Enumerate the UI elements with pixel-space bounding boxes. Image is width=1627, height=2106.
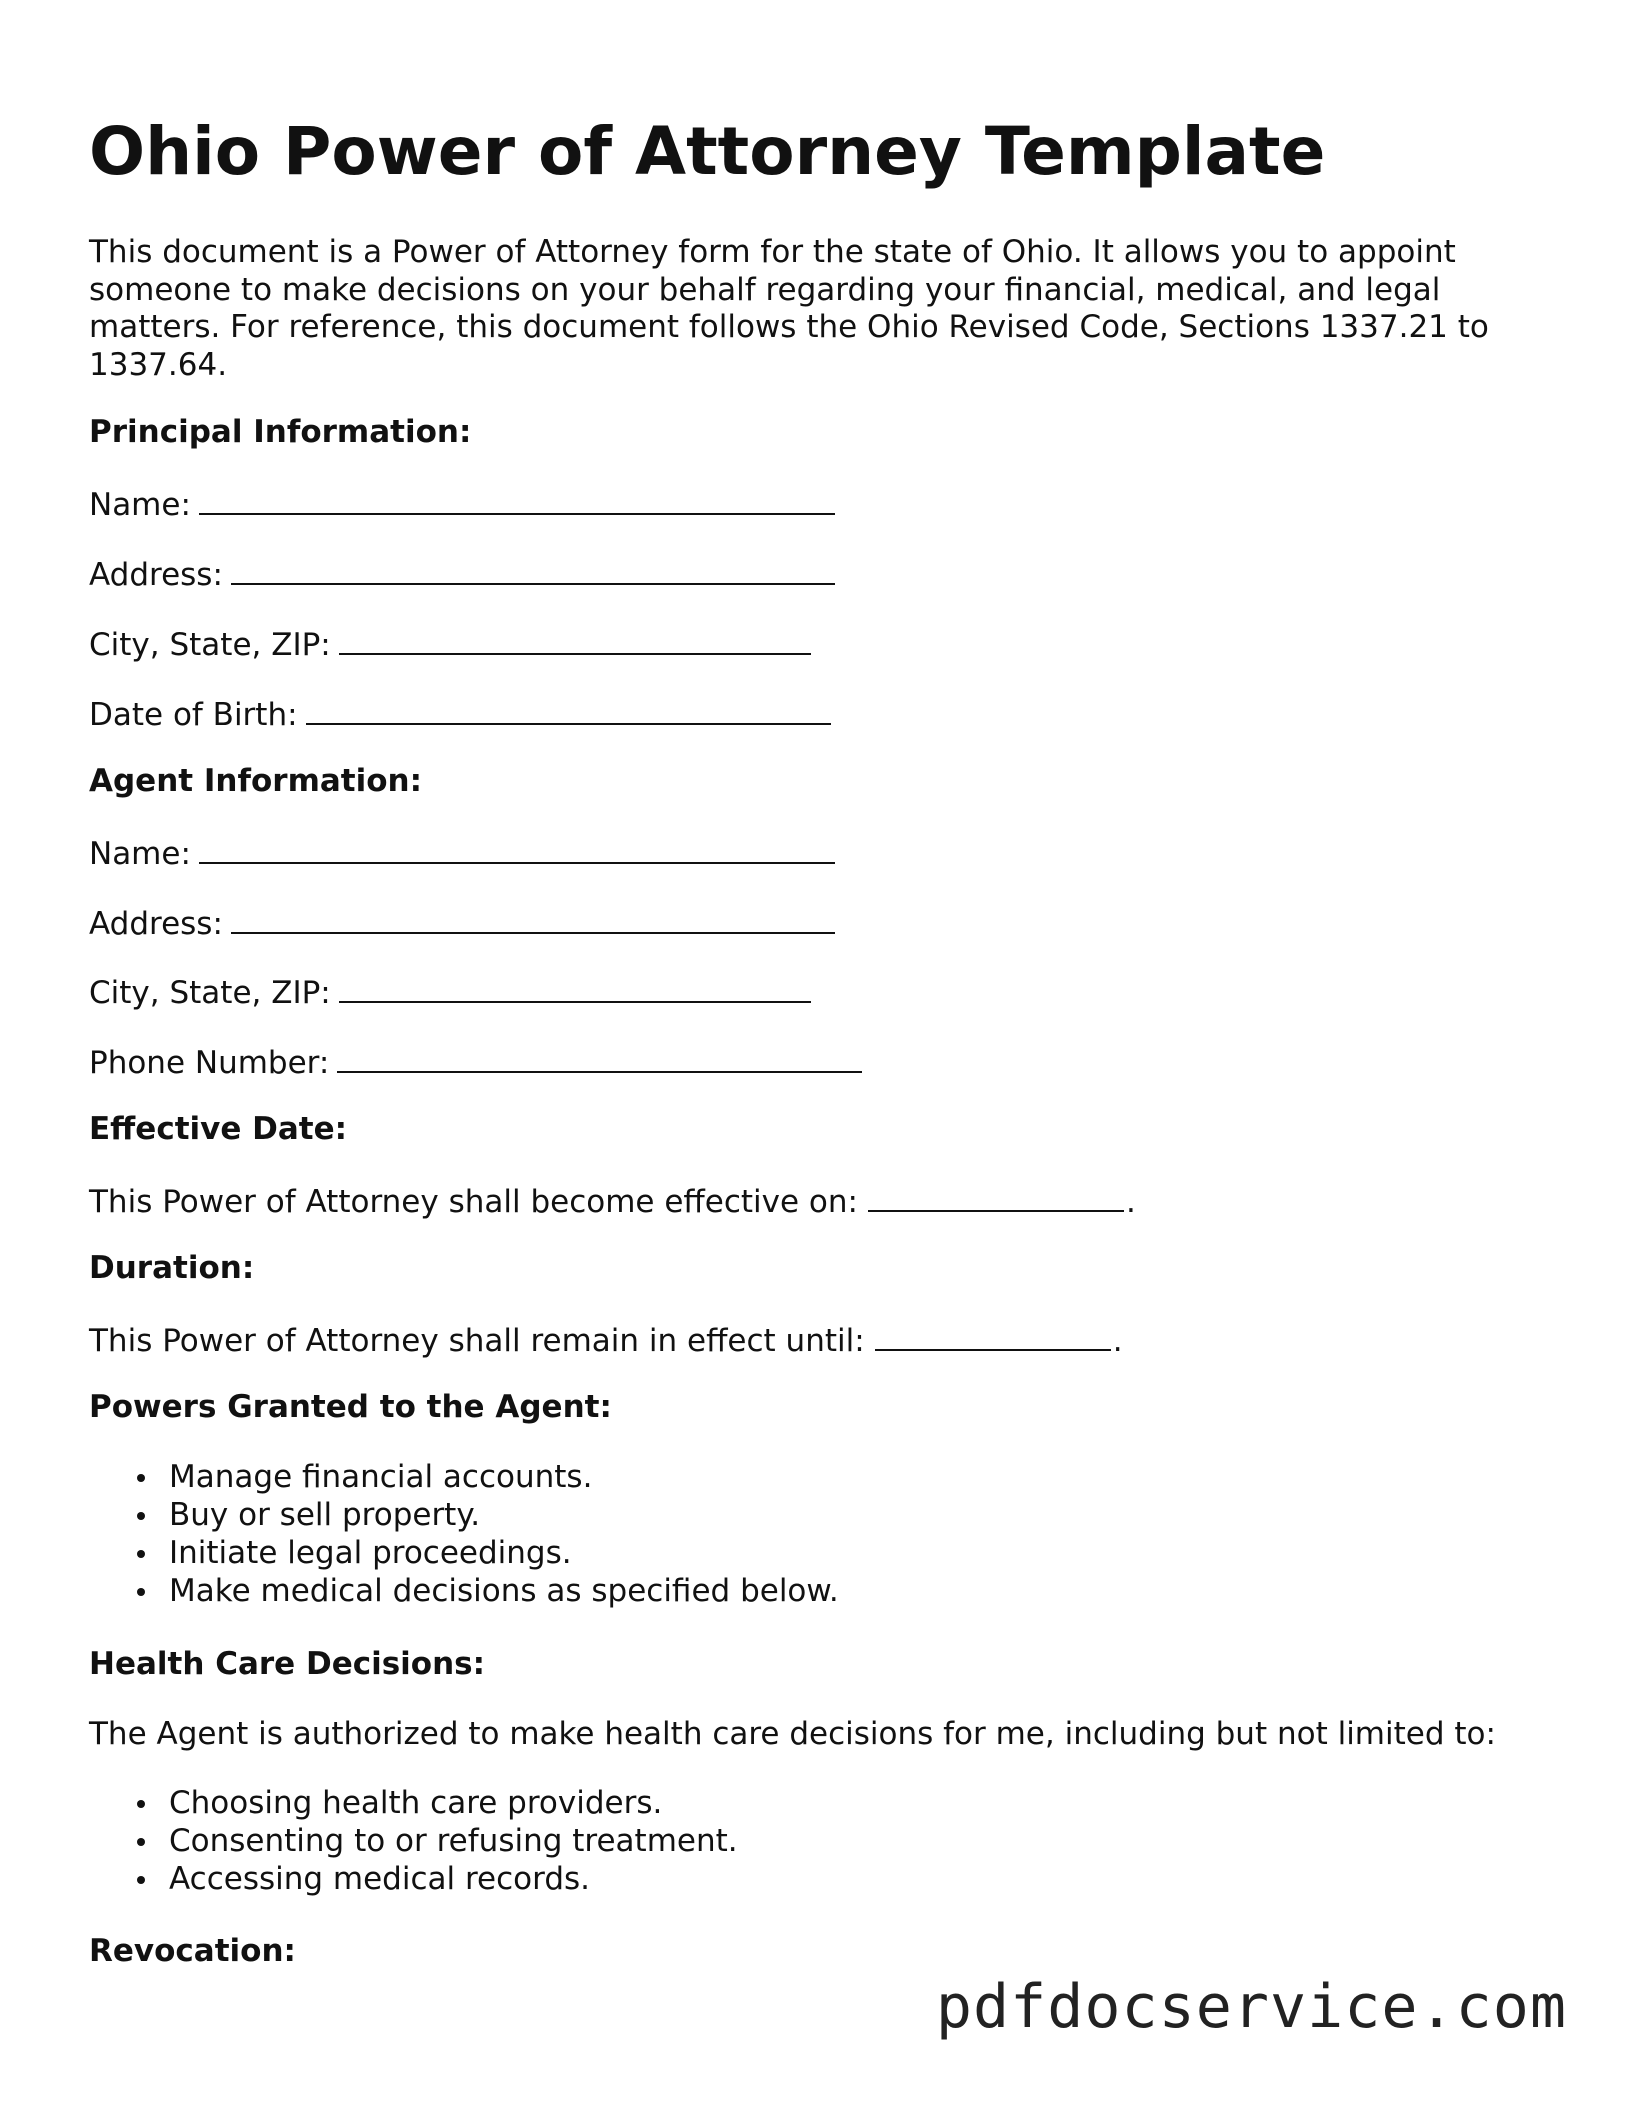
effective-date-blank[interactable] bbox=[868, 1180, 1124, 1212]
principal-dob-label: Date of Birth: bbox=[89, 697, 298, 733]
agent-name-blank[interactable] bbox=[199, 832, 835, 864]
principal-heading: Principal Information: bbox=[89, 414, 472, 450]
powers-heading: Powers Granted to the Agent: bbox=[89, 1389, 612, 1425]
agent-address-label: Address: bbox=[89, 906, 223, 942]
agent-city-label: City, State, ZIP: bbox=[89, 975, 331, 1011]
agent-phone-label: Phone Number: bbox=[89, 1045, 330, 1081]
list-item: Initiate legal proceedings. bbox=[89, 1534, 839, 1572]
principal-name-label: Name: bbox=[89, 487, 191, 523]
list-item: Make medical decisions as specified below. bbox=[89, 1572, 839, 1610]
revocation-heading: Revocation: bbox=[89, 1933, 296, 1969]
agent-city-blank[interactable] bbox=[339, 971, 811, 1003]
principal-name-field bbox=[89, 483, 835, 524]
duration-date-blank[interactable] bbox=[875, 1319, 1111, 1351]
principal-name-blank[interactable] bbox=[199, 483, 835, 515]
list-item: Buy or sell property. bbox=[89, 1496, 839, 1534]
agent-city-field bbox=[89, 971, 811, 1012]
principal-dob-blank[interactable] bbox=[306, 693, 831, 725]
page-title: Ohio Power of Attorney Template bbox=[89, 113, 1326, 190]
agent-phone-blank[interactable] bbox=[337, 1041, 862, 1073]
watermark-text: pdfdocservice.com bbox=[935, 1972, 1567, 2042]
effective-sentence bbox=[89, 1180, 1136, 1221]
health-heading: Health Care Decisions: bbox=[89, 1646, 486, 1682]
list-item: Consenting to or refusing treatment. bbox=[89, 1822, 738, 1860]
principal-address-label: Address: bbox=[89, 557, 223, 593]
agent-name-field bbox=[89, 832, 835, 873]
powers-list bbox=[89, 1458, 839, 1610]
duration-period: . bbox=[1112, 1323, 1123, 1359]
intro-paragraph: This document is a Power of Attorney form for the state of Ohio. It allows you to appoint someone to make decisions on your behalf regarding your financial, medical, and legal matters. For reference, this document follows the Ohio Revised Code, Sections 1337.21 to 1337.64. bbox=[89, 234, 1489, 383]
list-item: Manage financial accounts. bbox=[89, 1458, 839, 1496]
principal-address-blank[interactable] bbox=[231, 553, 835, 585]
duration-sentence bbox=[89, 1319, 1123, 1360]
effective-heading: Effective Date: bbox=[89, 1111, 348, 1147]
agent-phone-field bbox=[89, 1041, 862, 1082]
list-item: Accessing medical records. bbox=[89, 1860, 738, 1898]
duration-text: This Power of Attorney shall remain in effect until: bbox=[89, 1323, 865, 1359]
principal-address-field bbox=[89, 553, 835, 594]
principal-city-blank[interactable] bbox=[339, 623, 811, 655]
principal-dob-field bbox=[89, 693, 831, 734]
principal-city-label: City, State, ZIP: bbox=[89, 627, 331, 663]
agent-address-field bbox=[89, 902, 835, 943]
health-text: The Agent is authorized to make health care decisions for me, including but not limited to: bbox=[89, 1716, 1496, 1752]
agent-address-blank[interactable] bbox=[231, 902, 835, 934]
principal-city-field bbox=[89, 623, 811, 664]
list-item: Choosing health care providers. bbox=[89, 1784, 738, 1822]
effective-period: . bbox=[1125, 1184, 1136, 1220]
duration-heading: Duration: bbox=[89, 1250, 255, 1286]
effective-text: This Power of Attorney shall become effective on: bbox=[89, 1184, 858, 1220]
health-list bbox=[89, 1784, 738, 1898]
agent-heading: Agent Information: bbox=[89, 763, 422, 799]
agent-name-label: Name: bbox=[89, 836, 191, 872]
